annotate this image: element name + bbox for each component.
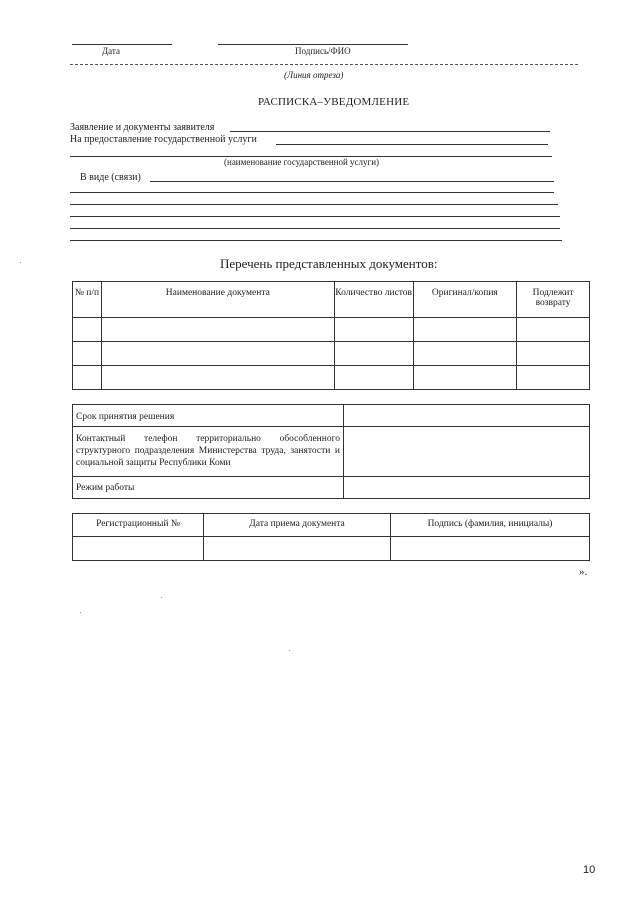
registration-header-row (73, 514, 590, 537)
col-receipt-date: Дата приема документа (204, 514, 391, 537)
col-document-name: Наименование документа (101, 282, 334, 318)
registration-number-cell[interactable] (73, 537, 204, 561)
form-field-line-2[interactable] (70, 192, 554, 193)
form-field[interactable] (150, 181, 554, 182)
scan-speck (289, 650, 290, 651)
table-row (73, 342, 590, 366)
table-cell[interactable] (413, 366, 517, 390)
form-field-line-4[interactable] (70, 216, 560, 217)
date-label: Дата (102, 46, 120, 56)
service-caption: (наименование государственной услуги) (224, 157, 380, 167)
form-field-line-3[interactable] (70, 204, 558, 205)
table-cell[interactable] (73, 318, 102, 342)
form-field-line-6[interactable] (70, 240, 562, 241)
form-field-line-5[interactable] (70, 228, 560, 229)
signature-label: Подпись/ФИО (295, 46, 351, 56)
contact-phone-row (73, 427, 590, 477)
col-signature: Подпись (фамилия, инициалы) (391, 514, 590, 537)
service-label: На предоставление государственной услуги (70, 134, 257, 145)
applicant-docs-field[interactable] (230, 131, 550, 132)
table-cell[interactable] (334, 366, 413, 390)
table-cell[interactable] (517, 318, 590, 342)
col-sheet-count: Количество листов (334, 282, 413, 318)
applicant-docs-label: Заявление и документы заявителя (70, 122, 215, 133)
contact-phone-value[interactable] (344, 427, 590, 477)
col-return: Подлежит возврату (517, 282, 590, 318)
table-cell[interactable] (334, 342, 413, 366)
closing-mark: ». (579, 566, 588, 578)
decision-term-value[interactable] (344, 405, 590, 427)
documents-heading: Перечень представленных документов: (220, 256, 438, 271)
page-number: 10 (583, 864, 596, 876)
form-label: В виде (связи) (80, 172, 141, 183)
table-cell[interactable] (73, 342, 102, 366)
cut-line (70, 64, 578, 65)
documents-header-row (73, 282, 590, 318)
registration-table (72, 513, 590, 561)
table-cell[interactable] (101, 318, 334, 342)
table-row (73, 318, 590, 342)
date-line (72, 44, 172, 45)
table-row (73, 366, 590, 390)
decision-term-label: Срок принятия решения (73, 405, 344, 427)
signature-line (218, 44, 408, 45)
cut-line-label: (Линия отреза) (284, 70, 344, 80)
service-field[interactable] (276, 144, 548, 145)
documents-table (72, 281, 590, 390)
table-cell[interactable] (334, 318, 413, 342)
scan-speck (80, 612, 81, 613)
scan-speck (161, 597, 162, 598)
signature-cell[interactable] (391, 537, 590, 561)
contact-phone-label: Контактный телефон территориально обособленного структурного подразделения Министерства труда, занятости и социальной защиты Республики Коми (73, 427, 344, 477)
table-cell[interactable] (413, 318, 517, 342)
table-cell[interactable] (101, 366, 334, 390)
table-cell[interactable] (413, 342, 517, 366)
table-cell[interactable] (517, 366, 590, 390)
col-number: № п/п (73, 282, 102, 318)
decision-term-row (73, 405, 590, 427)
work-hours-label: Режим работы (73, 477, 344, 499)
table-row (73, 537, 590, 561)
work-hours-row (73, 477, 590, 499)
col-registration-number: Регистрационный № (73, 514, 204, 537)
scan-speck (20, 262, 21, 263)
info-table (72, 404, 590, 499)
receipt-date-cell[interactable] (204, 537, 391, 561)
col-original-copy: Оригинал/копия (413, 282, 517, 318)
table-cell[interactable] (101, 342, 334, 366)
work-hours-value[interactable] (344, 477, 590, 499)
table-cell[interactable] (73, 366, 102, 390)
receipt-title: РАСПИСКА–УВЕДОМЛЕНИЕ (258, 96, 410, 108)
table-cell[interactable] (517, 342, 590, 366)
